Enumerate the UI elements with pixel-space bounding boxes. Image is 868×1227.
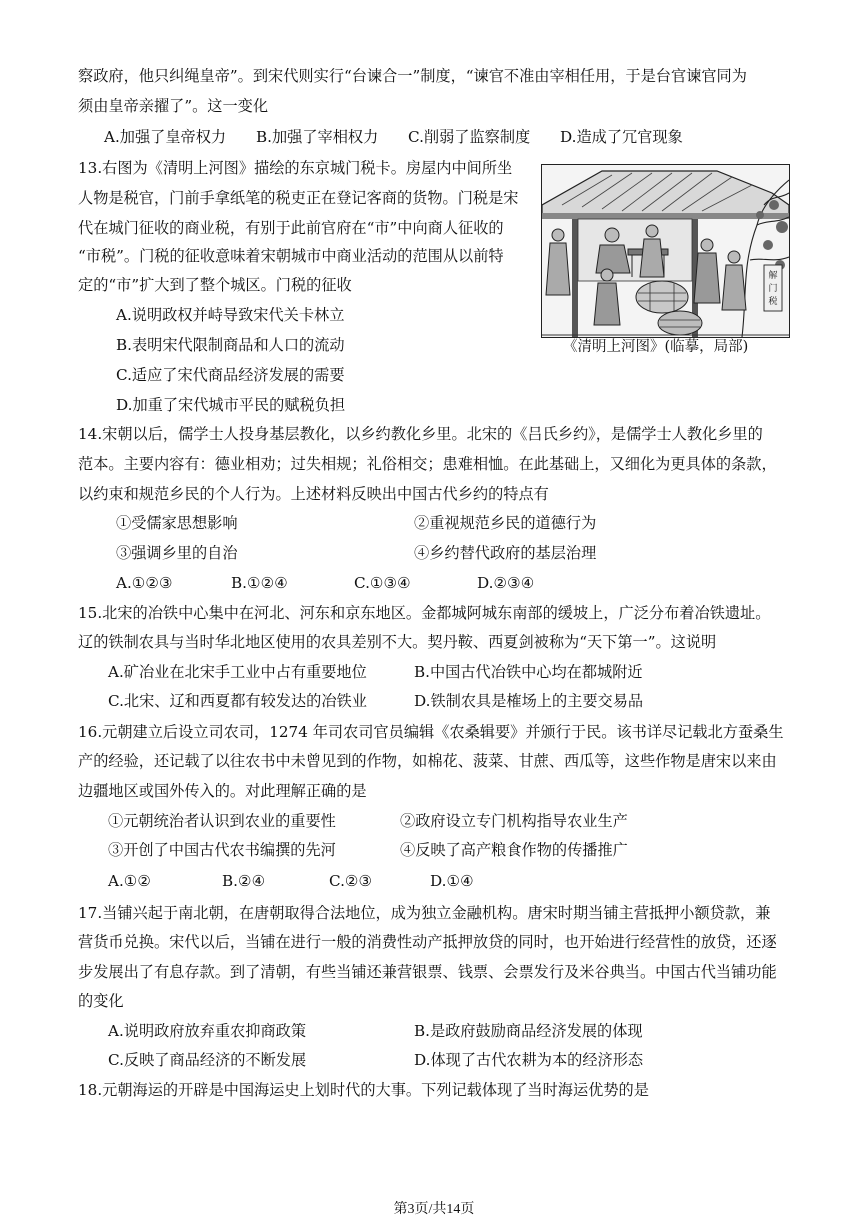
q13-option-d[interactable]: D.加重了宋代城市平民的赋税负担 (116, 396, 346, 414)
q15-option-c[interactable]: C.北宋、辽和西夏都有较发达的冶铁业 (108, 692, 367, 710)
q13-line-4: “市税”。门税的征收意味着宋朝城市中商业活动的范围从以前特 (78, 247, 504, 265)
q15-option-b[interactable]: B.中国古代冶铁中心均在都城附近 (414, 663, 643, 681)
q17-option-a[interactable]: A.说明政府放弃重农抑商政策 (108, 1022, 307, 1040)
q15-line-2: 辽的铁制农具与当时华北地区使用的农具差别不大。契丹鞍、西夏剑被称为“天下第一”。这说明 (78, 633, 717, 651)
q14-option-d[interactable]: D.②③④ (477, 574, 535, 592)
q12-option-a[interactable]: A.加强了皇帝权力 (104, 128, 227, 146)
q15-line-1: 15.北宋的冶铁中心集中在河北、河东和京东地区。金都城阿城东南部的缓坡上，广泛分布着冶铁遗址。 (78, 604, 771, 622)
q12-option-d[interactable]: D.造成了冗官现象 (560, 128, 683, 146)
q13-option-b[interactable]: B.表明宋代限制商品和人口的流动 (116, 336, 345, 354)
q14-option-c[interactable]: C.①③④ (354, 574, 411, 592)
q16-line-3: 边疆地区或国外传入的。对此理解正确的是 (78, 782, 367, 800)
q13-line-2: 人物是税官，门前手拿纸笔的税吏正在登记客商的货物。门税是宋 (78, 189, 519, 207)
q13-line-5: 定的“市”扩大到了整个城区。门税的征收 (78, 276, 352, 294)
q16-item-4: ④反映了高产粮食作物的传播推广 (400, 841, 628, 859)
q17-line-1: 17.当铺兴起于南北朝，在唐朝取得合法地位，成为独立金融机构。唐宋时期当铺主营抵押小额贷款，兼 (78, 904, 771, 922)
q18-line-1: 18.元朝海运的开辟是中国海运史上划时代的大事。下列记载体现了当时海运优势的是 (78, 1081, 649, 1099)
q14-item-4: ④乡约替代政府的基层治理 (414, 544, 597, 562)
sign-char-3: 税 (768, 297, 778, 307)
q16-line-1: 16.元朝建立后设立司农司，1274 年司农司官员编辑《农桑辑要》并颁行于民。该书详尽记载北方蚕桑生 (78, 723, 784, 741)
q14-line-2: 范本。主要内容有：德业相劝；过失相规；礼俗相交；患难相恤。在此基础上，又细化为更具体的条款， (78, 455, 777, 473)
q14-line-3: 以约束和规范乡民的个人行为。上述材料反映出中国古代乡约的特点有 (78, 485, 549, 503)
page-number-footer: 第3页/共14页 (393, 1202, 475, 1217)
q16-option-b[interactable]: B.②④ (222, 872, 266, 890)
q14-option-b[interactable]: B.①②④ (231, 574, 288, 592)
q17-option-c[interactable]: C.反映了商品经济的不断发展 (108, 1051, 307, 1069)
q16-item-2: ②政府设立专门机构指导农业生产 (400, 812, 628, 830)
q16-option-c[interactable]: C.②③ (329, 872, 373, 890)
sign-char-1: 解 (768, 271, 778, 281)
q17-line-3: 步发展出了有息存款。到了清朝，有些当铺还兼营银票、钱票、会票发行及米谷典当。中国古代当铺功能 (78, 963, 777, 981)
q14-item-1: ①受儒家思想影响 (116, 514, 238, 532)
q16-option-d[interactable]: D.①④ (430, 872, 474, 890)
q13-line-3: 代在城门征收的商业税，有别于此前官府在“市”中向商人征收的 (78, 219, 504, 237)
q17-line-4: 的变化 (78, 992, 124, 1010)
q14-option-a[interactable]: A.①②③ (116, 574, 173, 592)
q15-option-a[interactable]: A.矿冶业在北宋手工业中占有重要地位 (108, 663, 367, 681)
q14-item-3: ③强调乡里的自治 (116, 544, 238, 562)
q16-line-2: 产的经验，还记载了以往农书中未曾见到的作物，如棉花、菠菜、甘蔗、西瓜等，这些作物是唐宋以来由 (78, 752, 777, 770)
qingming-painting-image (541, 164, 790, 338)
q16-item-3: ③开创了中国古代农书编撰的先河 (108, 841, 336, 859)
q12-option-c[interactable]: C.削弱了监察制度 (408, 128, 531, 146)
q17-option-d[interactable]: D.体现了古代农耕为本的经济形态 (414, 1051, 644, 1069)
q13-line-1: 13.右图为《清明上河图》描绘的东京城门税卡。房屋内中间所坐 (78, 159, 513, 177)
q14-item-2: ②重视规范乡民的道德行为 (414, 514, 597, 532)
image-caption: 《清明上河图》(临摹，局部) (563, 339, 749, 355)
q13-option-a[interactable]: A.说明政权并峙导致宋代关卡林立 (116, 306, 345, 324)
q17-line-2: 营货币兑换。宋代以后，当铺在进行一般的消费性动产抵押放贷的同时，也开始进行经营性的放贷，还逐 (78, 933, 777, 951)
q16-item-1: ①元朝统治者认识到农业的重要性 (108, 812, 336, 830)
q12-option-b[interactable]: B.加强了宰相权力 (256, 128, 379, 146)
q12-line-1: 察政府，他只纠绳皇帝”。到宋代则实行“台谏合一”制度，“谏官不准由宰相任用，于是台官谏官同为 (78, 67, 747, 85)
q17-option-b[interactable]: B.是政府鼓励商品经济发展的体现 (414, 1022, 643, 1040)
sign-char-2: 门 (768, 284, 778, 294)
q12-line-2: 须由皇帝亲擢了”。这一变化 (78, 97, 269, 115)
q16-option-a[interactable]: A.①② (108, 872, 152, 890)
q15-option-d[interactable]: D.铁制农具是榷场上的主要交易品 (414, 692, 644, 710)
q14-line-1: 14.宋朝以后，儒学士人投身基层教化，以乡约教化乡里。北宋的《吕氏乡约》，是儒学士人教化乡里的 (78, 425, 763, 443)
q13-option-c[interactable]: C.适应了宋代商品经济发展的需要 (116, 366, 345, 384)
